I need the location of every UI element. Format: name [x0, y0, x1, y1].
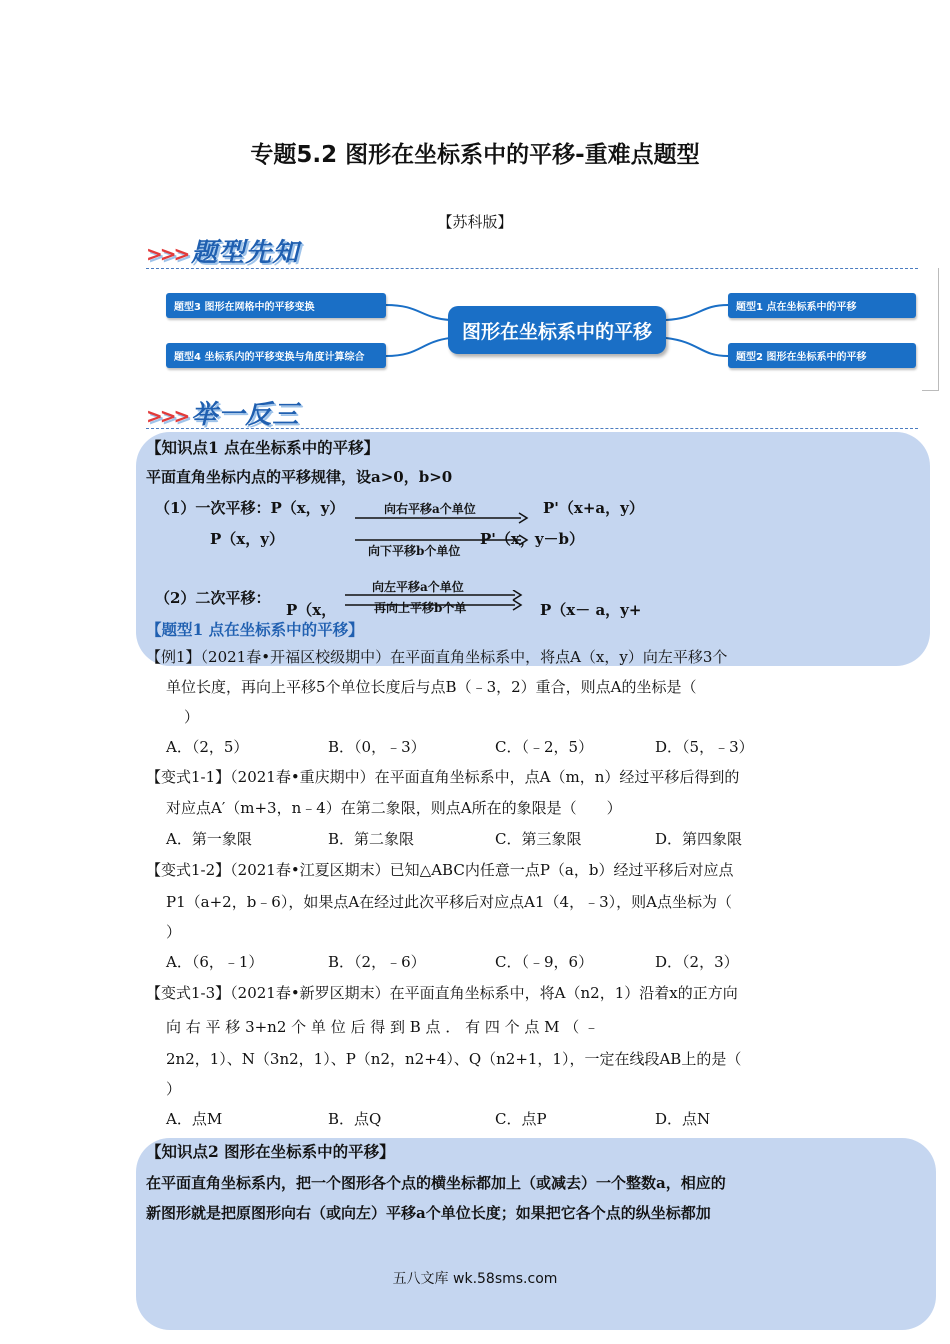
result-two: P（x－ a，y+: [540, 601, 642, 619]
variant13-line1: 【变式1-3】（2021春•新罗区期末）在平面直角坐标系中，将A（n2，1）沿着x的正方向: [146, 984, 738, 1002]
page-title: 专题5.2 图形在坐标系中的平移-重难点题型: [250, 142, 700, 168]
example1-line2: 单位长度，再向上平移5个单位长度后与点B（﹣3，2）重合，则点A的坐标是（: [166, 678, 697, 696]
mindmap-center: 图形在坐标系中的平移: [448, 306, 666, 354]
variant13-option-d: D．点N: [655, 1110, 711, 1128]
variant12-option-b: B．（2，﹣6）: [328, 953, 426, 971]
point-p: P（x，y）: [210, 530, 284, 548]
mindmap-item-type4: 题型4 坐标系内的平移变换与角度计算综合: [166, 343, 386, 368]
mindmap-item-type3: 题型3 图形在网格中的平移变换: [166, 293, 386, 318]
variant11-option-a: A．第一象限: [166, 830, 252, 848]
knowledge-rule: 平面直角坐标内点的平移规律，设a>0，b>0: [146, 468, 453, 486]
variant11-line1: 【变式1-1】（2021春•重庆期中）在平面直角坐标系中，点A（m，n）经过平移后得到的: [146, 768, 740, 786]
variant11-option-d: D．第四象限: [655, 830, 743, 848]
arrow-label-left: 向左平移a个单位: [372, 580, 464, 594]
translation-one-label: （1）一次平移：P（x，y）: [155, 499, 345, 517]
knowledge-box-2: [136, 1138, 936, 1330]
variant12-line3: ）: [166, 923, 182, 941]
divider: [146, 428, 918, 429]
example1-option-a: A．（2，5）: [166, 738, 249, 756]
example1-option-b: B．（0，﹣3）: [328, 738, 426, 756]
variant12-option-d: D．（2，3）: [655, 953, 739, 971]
variant13-option-a: A．点M: [166, 1110, 223, 1128]
knowledge2-line2: 新图形就是把原图形向右（或向左）平移a个单位长度；如果把它各个点的纵坐标都加: [146, 1204, 711, 1222]
example1-line3: ）: [184, 708, 200, 726]
mindmap-item-type1: 题型1 点在坐标系中的平移: [728, 293, 916, 318]
arrows-icon: >>>: [146, 242, 188, 266]
arrow-label-down: 向下平移b个单位: [368, 544, 461, 558]
knowledge2-line1: 在平面直角坐标系内，把一个图形各个点的横坐标都加上（或减去）一个整数a，相应的: [146, 1174, 726, 1192]
banner-examples: >>> 举一反三: [146, 400, 300, 430]
footer-watermark: 五八文库 wk.58sms.com: [392, 1271, 558, 1287]
banner-question-types: >>> 题型先知: [146, 238, 300, 268]
variant13-option-c: C．点P: [495, 1110, 547, 1128]
point-p-partial: P（x，: [286, 601, 337, 619]
edition-label: 【苏科版】: [437, 213, 513, 231]
knowledge-title-2: 【知识点2 图形在坐标系中的平移】: [146, 1142, 395, 1161]
variant11-line2: 对应点A′（m+3，n﹣4）在第二象限，则点A所在的象限是（ ）: [166, 799, 622, 817]
mindmap-item-type2: 题型2 图形在坐标系中的平移: [728, 343, 916, 368]
result-down: P'（x，y－b）: [480, 530, 585, 548]
variant13-line3: 2n2，1）、N（3n2，1）、P（n2，n2+4）、Q（n2+1，1），一定在线段AB上的是（: [166, 1050, 742, 1068]
knowledge-title-1: 【知识点1 点在坐标系中的平移】: [146, 438, 380, 457]
margin-marker: [922, 268, 939, 391]
arrow-label-right: 向右平移a个单位: [384, 502, 476, 516]
example1-option-d: D．（5，﹣3）: [655, 738, 754, 756]
translation-two-label: （2）二次平移：: [155, 589, 271, 607]
variant12-option-c: C．（﹣9，6）: [495, 953, 594, 971]
result-right: P'（x+a，y）: [543, 499, 644, 517]
variant12-option-a: A．（6，﹣1）: [166, 953, 264, 971]
arrows-icon: >>>: [146, 404, 188, 428]
variant13-option-b: B．点Q: [328, 1110, 382, 1128]
variant11-option-c: C．第三象限: [495, 830, 582, 848]
divider: [146, 268, 918, 269]
variant12-line2: P1（a+2，b﹣6），如果点A在经过此次平移后对应点A1（4，﹣3），则A点坐标为（: [166, 893, 732, 911]
arrow-icon: [355, 512, 530, 524]
variant11-option-b: B．第二象限: [328, 830, 415, 848]
variant13-line2: 向 右 平 移 3+n2 个 单 位 后 得 到 B 点 ． 有 四 个 点 M （ ﹣: [166, 1018, 600, 1036]
example1-option-c: C．（﹣2，5）: [495, 738, 594, 756]
variant12-line1: 【变式1-2】（2021春•江夏区期末）已知△ABC内任意一点P（a，b）经过平移后对应点: [146, 861, 734, 879]
arrow-label-up: 再向上平移b个单: [374, 601, 467, 615]
example1-line1: 【例1】（2021春•开福区校级期中）在平面直角坐标系中，将点A（x，y）向左平移3个: [146, 648, 728, 666]
variant13-line4: ）: [166, 1080, 182, 1098]
section-title-1: 【题型1 点在坐标系中的平移】: [146, 620, 364, 639]
